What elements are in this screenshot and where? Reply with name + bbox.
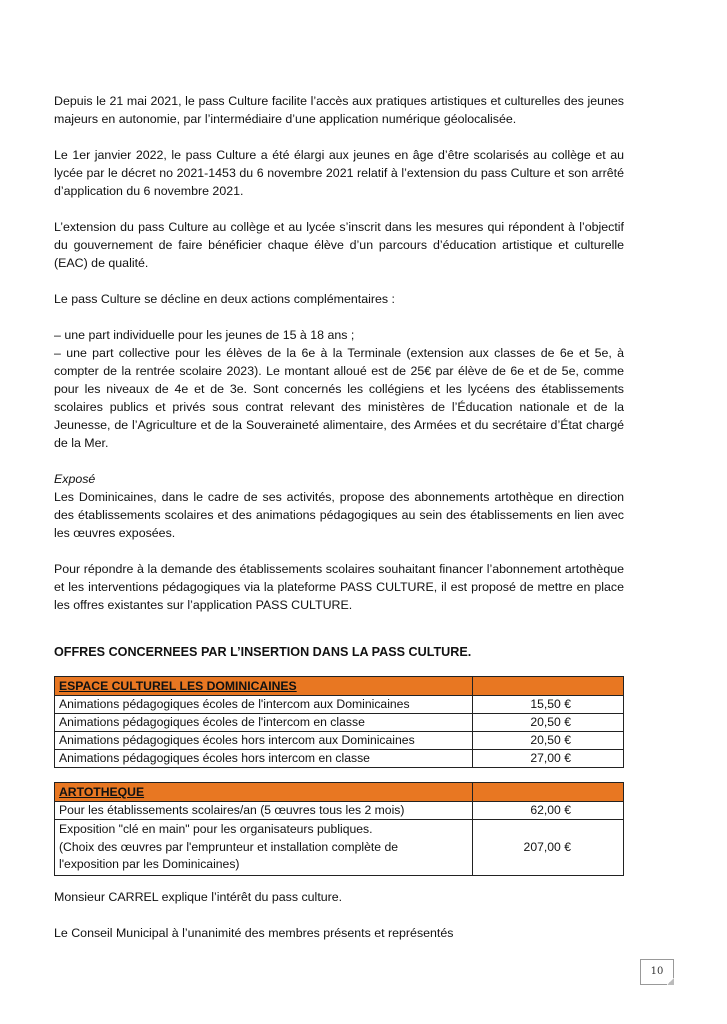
table-row	[55, 696, 624, 714]
table-header-empty	[473, 677, 624, 696]
paragraph-proposal: Pour répondre à la demande des établissements scolaires souhaitant financer l’abonnement artothèque et les interventions pédagogiques via la plateforme PASS CULTURE, il est proposé de mettre en place les offres existantes sur l’application PASS CULTURE.	[54, 562, 624, 612]
offer-label-line: l'exposition par les Dominicaines)	[59, 857, 240, 871]
offer-price: 207,00 €	[473, 820, 624, 876]
paragraph-intro: Depuis le 21 mai 2021, le pass Culture facilite l’accès aux pratiques artistiques et culturelles des jeunes majeurs en autonomie, par l’intermédiaire d’une application numérique géolocalisée.	[54, 94, 624, 126]
offer-label-line: Exposition "clé en main" pour les organisateurs publiques.	[59, 822, 373, 836]
table-row	[55, 750, 624, 768]
offer-price: 62,00 €	[473, 802, 624, 820]
table-header-row	[55, 677, 624, 696]
table-row	[55, 714, 624, 732]
offer-label: Animations pédagogiques écoles de l'intercom aux Dominicaines	[55, 696, 473, 714]
offer-price: 15,50 €	[473, 696, 624, 714]
paragraph-collective-part: – une part collective pour les élèves de la 6e à la Terminale (extension aux classes de 6e et 5e, à compter de la rentrée scolaire 2023). Le montant alloué est de 25€ par élève de 6e et de 5e, comme pour les niveaux de 4e et de 3e. Sont concernés les collégiens et les lycéens des établissements scolaires publics et privés sous contrat relevant des ministères de l’Éducation nationale et de la Jeunesse, de l’Agriculture et de la Souveraineté alimentaire, des Armées et du secrétaire d’État chargé de la Mer.	[54, 346, 624, 450]
offers-table-artotheque	[54, 782, 624, 876]
table-row	[55, 732, 624, 750]
table-header-row	[55, 783, 624, 802]
document-page	[54, 92, 624, 942]
section-heading: OFFRES CONCERNEES PAR L’INSERTION DANS LA PASS CULTURE.	[54, 645, 472, 659]
offers-table-dominicaines	[54, 676, 624, 768]
table-row	[55, 802, 624, 820]
offer-label: Animations pédagogiques écoles de l'intercom en classe	[55, 714, 473, 732]
offer-label: Animations pédagogiques écoles hors intercom en classe	[55, 750, 473, 768]
paragraph-objective: L’extension du pass Culture au collège et au lycée s’inscrit dans les mesures qui répondent à l’objectif du gouvernement de faire bénéficier chaque élève d’un parcours d’éducation artistique et culturelle (EAC) de qualité.	[54, 220, 624, 270]
paragraph-individual-part: – une part individuelle pour les jeunes de 15 à 18 ans ;	[54, 328, 355, 342]
table-header-cell	[55, 677, 473, 696]
offer-label-multiline	[55, 820, 473, 876]
page-number: 10	[640, 959, 674, 985]
table-header-cell	[55, 783, 473, 802]
offer-price: 27,00 €	[473, 750, 624, 768]
table-row	[55, 820, 624, 876]
paragraph-council: Le Conseil Municipal à l’unanimité des membres présents et représentés	[54, 925, 454, 940]
paragraph-extension-date: Le 1er janvier 2022, le pass Culture a été élargi aux jeunes en âge d’être scolarisés au collège et au lycée par le décret no 2021-1453 du 6 novembre 2021 relatif à l’extension du pass Culture et son arrêté d’application du 6 novembre 2021.	[54, 148, 624, 198]
paragraph-two-actions: Le pass Culture se décline en deux actions complémentaires :	[54, 292, 395, 306]
paragraph-carrel: Monsieur CARREL explique l’intérêt du pass culture.	[54, 889, 343, 904]
offer-price: 20,50 €	[473, 732, 624, 750]
offer-label-line: (Choix des œuvres par l'emprunteur et installation complète de	[59, 839, 398, 854]
table-header-label: ESPACE CULTUREL LES DOMINICAINES	[59, 678, 297, 693]
offer-label: Pour les établissements scolaires/an (5 œuvres tous les 2 mois)	[55, 802, 473, 820]
table-header-label: ARTOTHEQUE	[59, 784, 145, 799]
paragraph-dominicaines: Les Dominicaines, dans le cadre de ses activités, propose des abonnements artothèque en direction des établissements scolaires et des animations pédagogiques au sein des établissements en lien avec les œuvres exposées.	[54, 490, 624, 540]
expose-label: Exposé	[54, 472, 96, 486]
table-header-empty	[473, 783, 624, 802]
offer-price: 20,50 €	[473, 714, 624, 732]
offer-label: Animations pédagogiques écoles hors intercom aux Dominicaines	[55, 732, 473, 750]
